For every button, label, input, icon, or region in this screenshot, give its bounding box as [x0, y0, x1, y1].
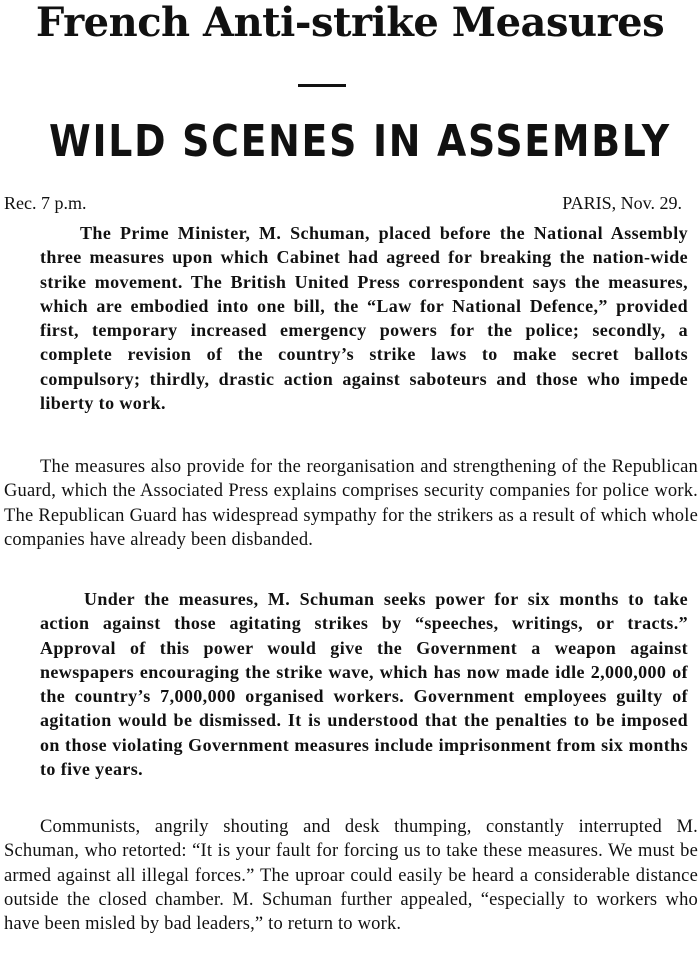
paragraph-communists-uproar: Communists, angrily shouting and desk thumping, constantly interrupted M. Schuman, who retorted: “It is your fault for forcing us to take these measures. We must be armed against all illegal forces.” The uproar could easily be heard a considerable distance outside the closed chamber. M. Schuman further appealed, “especially to workers who have been misled by bad leaders,” to return to work.	[4, 817, 698, 935]
dateline-received: Rec. 7 p.m.	[4, 193, 87, 213]
paragraph-agitation-powers: Under the measures, M. Schuman seeks power for six months to take action against those agitating strikes by “speeches, writings, or tracts.” Approval of this power would give the Government a weapon against newspapers encouraging the strike wave, which has now made idle 2,000,000 of the country’s 7,000,000 organised workers. Government employees guilty of agitation would be dismissed. It is understood that the penalties to be imposed on those violating Government measures include imprisonment from six months to five years.	[40, 589, 688, 780]
paragraph-lead: The Prime Minister, M. Schuman, placed before the National Assembly three measures upon which Cabinet had agreed for breaking the nation-wide strike movement. The British United Press correspondent says the measures, which are embodied into one bill, the “Law for National Defence,” provided first, temporary increased emergency powers for the police; secondly, a complete revision of the country’s strike laws to make secret ballots compulsory; thirdly, drastic action against saboteurs and those who impede liberty to work.	[40, 223, 688, 414]
headline-rule	[298, 84, 346, 87]
subheadline: WILD SCENES IN ASSEMBLY	[49, 116, 671, 167]
headline: French Anti-strike Measures	[35, 0, 665, 46]
dateline-place-date: PARIS, Nov. 29.	[562, 193, 682, 213]
paragraph-republican-guard: The measures also provide for the reorganisation and strengthening of the Republican Guard, which the Associated Press explains comprises security companies for police work. The Republican Guard has widespread sympathy for the strikers as a result of which whole companies have already been disbanded.	[4, 457, 698, 550]
